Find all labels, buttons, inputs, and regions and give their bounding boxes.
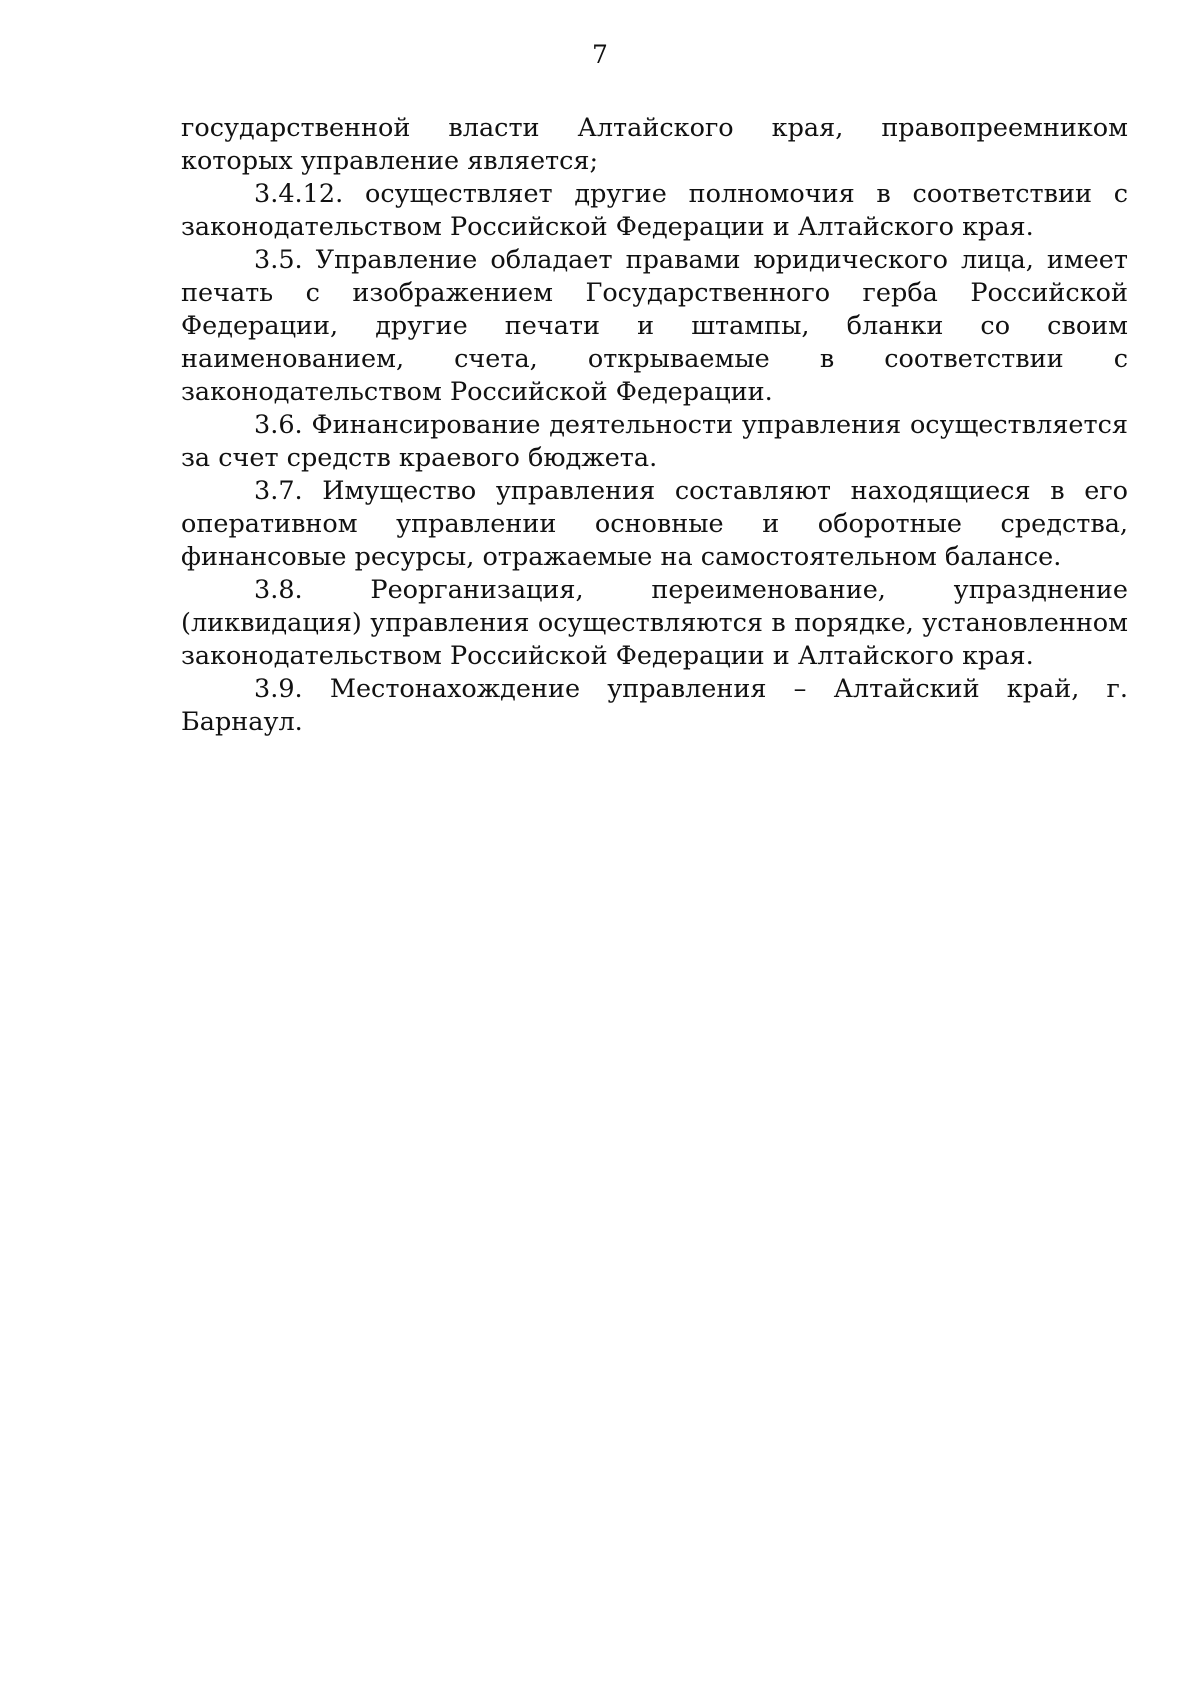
page-number: 7 — [592, 40, 608, 69]
paragraph-3-8: 3.8. Реорганизация, переименование, упразднение (ликвидация) управления осуществляются в порядке, установленном законодательством Российской Федерации и Алтайского края. — [181, 575, 1128, 671]
paragraph-3-7: 3.7. Имущество управления составляют находящиеся в его оперативном управлении основные и оборотные средства, финансовые ресурсы, отражаемые на самостоятельном балансе. — [181, 476, 1128, 572]
paragraph-3-4-12: 3.4.12. осуществляет другие полномочия в соответствии с законодательством Российской Федерации и Алтайского края. — [181, 179, 1128, 242]
paragraph-continuation: государственной власти Алтайского края, правопреемником которых управление является; — [181, 113, 1128, 176]
document-body — [181, 112, 1128, 739]
paragraph-3-9: 3.9. Местонахождение управления – Алтайский край, г. Барнаул. — [181, 674, 1128, 737]
paragraph-3-6: 3.6. Финансирование деятельности управления осуществляется за счет средств краевого бюджета. — [181, 410, 1128, 473]
paragraph-3-5: 3.5. Управление обладает правами юридического лица, имеет печать с изображением Государственного герба Российской Федерации, другие печати и штампы, бланки со своим наименованием, счета, открываемые в соответствии с законодательством Российской Федерации. — [181, 245, 1128, 407]
